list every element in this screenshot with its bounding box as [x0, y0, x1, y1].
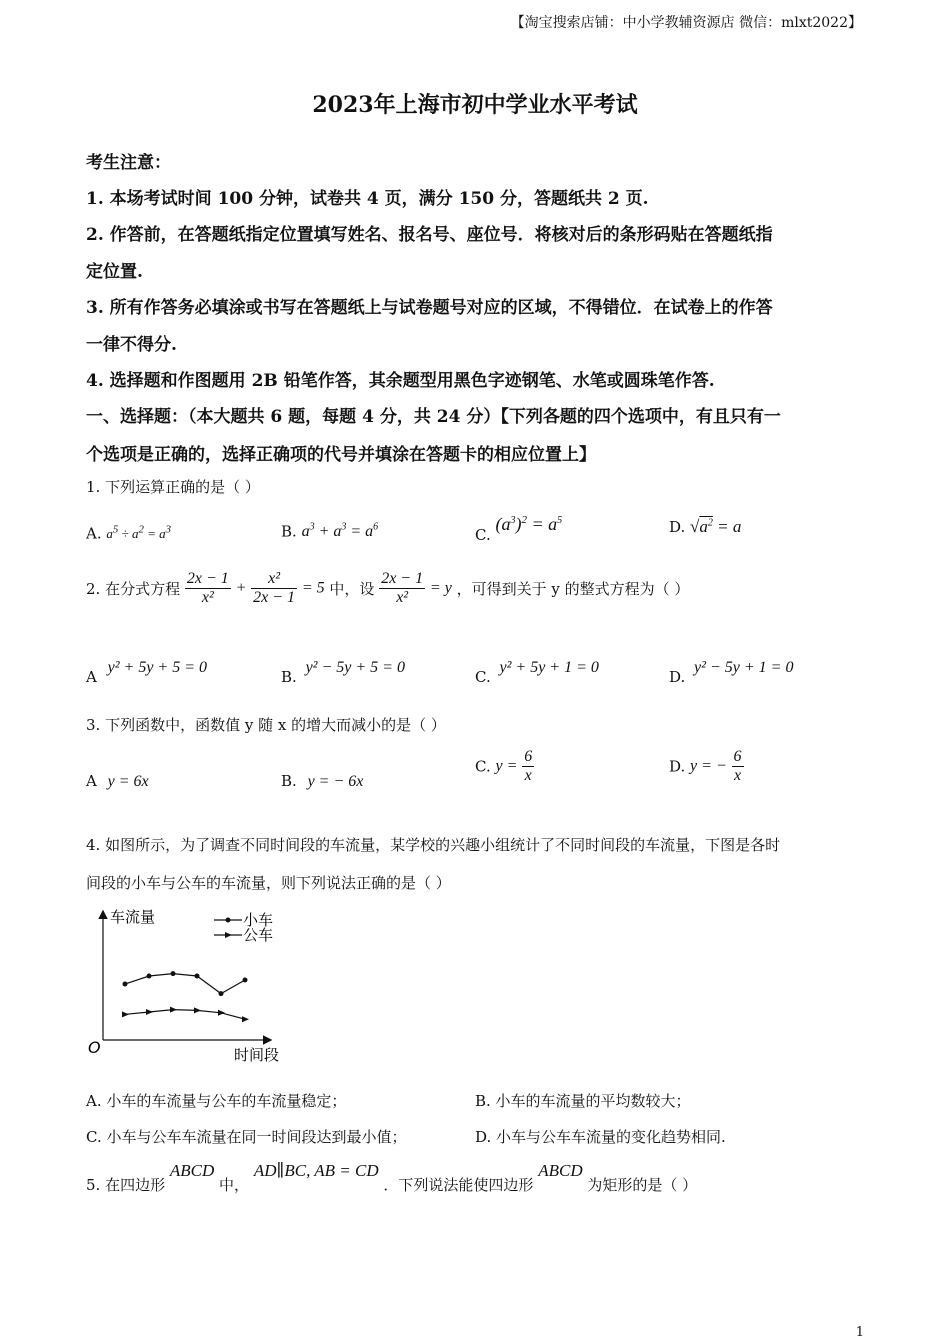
q2-option-b-label: B.	[281, 668, 297, 686]
q1-option-b	[281, 522, 378, 541]
legend-bus-marker	[225, 932, 232, 938]
legend-bus-label: 公车	[243, 926, 274, 944]
q2-option-c	[475, 658, 599, 686]
series-1-point-4	[218, 1010, 225, 1016]
notice-heading: 考生注意：	[86, 153, 171, 173]
legend-car-marker	[226, 918, 231, 923]
q2-option-a	[86, 658, 208, 686]
series-0-point-2	[171, 971, 176, 976]
q2-fraction-3: $\frac{2x - 1}{\text{x²}}$	[381, 570, 424, 606]
notice-line-3b: 一律不得分.	[86, 335, 177, 355]
q2-stem-part-c: ，可得到关于 y 的整式方程为（ ）	[456, 580, 690, 598]
exam-title: 2023年上海市初中学业水平考试	[312, 92, 638, 118]
q3-option-b-label: B.	[281, 772, 297, 790]
q4-option-c: C. 小车与公车车流量在同一时间段达到最小值；	[86, 1128, 407, 1146]
q5-abcd-2: ABCD	[538, 1161, 583, 1180]
q3-option-c-fraction: $\frac{6}{x}$	[524, 748, 533, 784]
q1-stem: 1. 下列运算正确的是（ ）	[86, 478, 260, 496]
traffic-line-chart	[80, 900, 300, 1070]
legend-car-label: 小车	[243, 911, 274, 929]
q1-option-d-formula: $√a^2 = a$	[690, 517, 742, 536]
x-axis-label: 时间段	[234, 1046, 280, 1064]
series-1-point-0	[122, 1011, 129, 1017]
notice-line-2b: 定位置.	[86, 262, 143, 282]
series-0-point-3	[195, 974, 200, 979]
notice-line-4: 4. 选择题和作图题用 2B 铅笔作答，其余题型用黑色字迹钢笔、水笔或圆珠笔作答.	[86, 371, 715, 391]
q5-stem	[86, 1160, 698, 1194]
q4-option-a: A. 小车的车流量与公车的车流量稳定；	[86, 1092, 347, 1110]
q3-option-d-lhs: y = −	[690, 757, 727, 775]
q5-condition: AD∥BC, AB = CD	[253, 1161, 379, 1180]
q1-option-c-label: C.	[475, 526, 491, 544]
q3-option-a-formula: y = 6x	[107, 773, 149, 790]
q2-fraction-2: $\frac{\text{x²}}{2x - 1}$	[253, 570, 296, 606]
q2-option-a-label: A	[86, 668, 97, 686]
q3-option-a	[86, 772, 149, 791]
q5-stem-part-a: 5. 在四边形	[86, 1176, 166, 1194]
q5-stem-part-d: 为矩形的是（ ）	[587, 1176, 698, 1194]
section1-heading-a: 一、选择题：（本大题共 6 题，每题 4 分，共 24 分）【下列各题的四个选项中，有且只有一	[86, 407, 781, 427]
q1-option-a-formula: $a^5 \div a^2 = a^3$	[106, 524, 172, 542]
section1-heading-b: 个选项是正确的，选择正确项的代号并填涂在答题卡的相应位置上】	[86, 445, 596, 465]
q2-option-c-label: C.	[475, 668, 491, 686]
q1-option-b-label: B.	[281, 522, 297, 541]
q2-stem	[86, 570, 689, 607]
q3-option-a-label: A	[86, 772, 97, 790]
q3-option-b-formula: y = − 6x	[307, 773, 364, 790]
q4-option-b: B. 小车的车流量的平均数较大；	[475, 1092, 691, 1110]
q1-option-d-label: D.	[669, 518, 686, 536]
q3-option-c-label: C.	[475, 757, 491, 776]
q4-option-d: D. 小车与公车车流量的变化趋势相同.	[475, 1128, 726, 1146]
q3-option-c-lhs: y =	[495, 757, 518, 775]
q2-plus: +	[235, 579, 247, 597]
origin-label: O	[88, 1038, 101, 1057]
q1-option-c-formula: $(a^3)^2 = a^5$	[495, 514, 563, 534]
series-line-1	[125, 1010, 245, 1020]
q2-option-b-formula: y² − 5y + 5 = 0	[305, 659, 405, 676]
q2-eqy: = y	[429, 579, 452, 597]
q2-stem-part-b: 中，设	[329, 580, 375, 598]
q2-stem-part-a: 2. 在分式方程	[86, 580, 181, 598]
q3-option-b	[281, 772, 363, 791]
q1-option-d	[669, 517, 741, 537]
q5-stem-part-c: ．下列说法能使四边形	[383, 1176, 534, 1194]
series-0-point-4	[219, 991, 224, 996]
q5-abcd-1: ABCD	[169, 1161, 215, 1180]
q3-option-d-fraction: $\frac{6}{x}$	[733, 748, 742, 784]
series-1-point-2	[170, 1007, 177, 1013]
notice-line-3a: 3. 所有作答务必填涂或书写在答题纸上与试卷题号对应的区域，不得错位．在试卷上的作答	[86, 298, 773, 318]
q2-option-b	[281, 658, 405, 686]
q4-stem-b: 间段的小车与公车的车流量，则下列说法正确的是（ ）	[86, 874, 451, 892]
series-1-point-1	[146, 1009, 153, 1015]
q3-option-d	[669, 748, 744, 785]
q3-option-d-label: D.	[669, 757, 686, 776]
page-header-note: 【淘宝搜索店铺：中小学教辅资源店 微信：mlxt2022】	[510, 15, 862, 31]
q2-option-c-formula: y² + 5y + 1 = 0	[499, 659, 599, 676]
q3-stem: 3. 下列函数中，函数值 y 随 x 的增大而减小的是（ ）	[86, 716, 446, 734]
series-line-0	[125, 974, 245, 994]
page-number: 1	[855, 1325, 864, 1340]
q2-option-a-formula: y² + 5y + 5 = 0	[107, 659, 208, 676]
q1-option-a-label: A.	[86, 524, 102, 543]
q1-option-a	[86, 524, 171, 542]
notice-line-1: 1. 本场考试时间 100 分钟，试卷共 4 页，满分 150 分，答题纸共 2 页.	[86, 189, 649, 209]
series-0-point-1	[147, 974, 152, 979]
series-0-point-0	[123, 982, 128, 987]
q2-option-d-label: D.	[669, 668, 686, 686]
series-0-point-5	[243, 978, 248, 983]
series-1-point-3	[194, 1007, 201, 1013]
q2-eq5: = 5	[301, 579, 325, 597]
q3-option-c	[475, 748, 534, 785]
y-axis-label: 车流量	[110, 908, 156, 926]
q5-stem-part-b: 中，	[219, 1176, 250, 1194]
q1-option-b-formula: $a^3 + a^3 = a^6$	[301, 522, 379, 541]
q2-option-d-formula: y² − 5y + 1 = 0	[694, 659, 794, 676]
q2-option-d	[669, 658, 794, 686]
notice-line-2a: 2. 作答前，在答题纸指定位置填写姓名、报名号、座位号．将核对后的条形码贴在答题纸指	[86, 225, 773, 245]
q2-fraction-1: $\frac{2x - 1}{\text{x²}}$	[186, 570, 229, 606]
q4-stem-a: 4. 如图所示，为了调查不同时间段的车流量，某学校的兴趣小组统计了不同时间段的车流量，下图是各时	[86, 836, 781, 854]
series-1-point-5	[242, 1016, 249, 1022]
chart-legend	[214, 911, 273, 944]
q1-option-c	[475, 514, 563, 544]
